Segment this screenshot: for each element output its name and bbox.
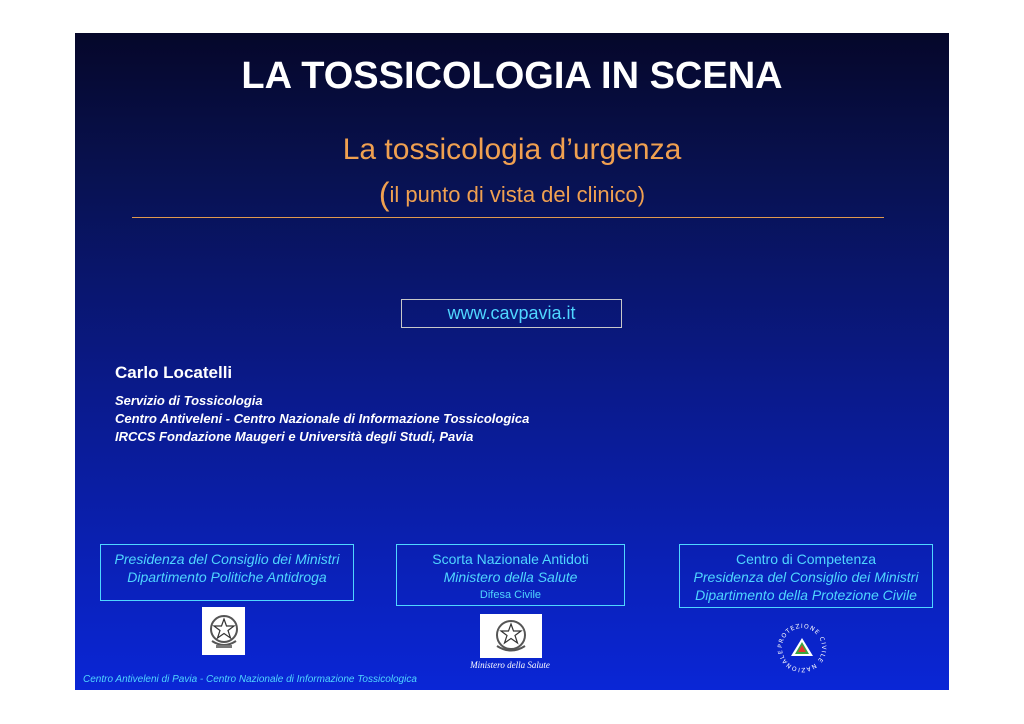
affiliation-line: IRCCS Fondazione Maugeri e Università degli Studi, Pavia xyxy=(115,429,474,444)
box-line: Presidenza del Consiglio dei Ministri xyxy=(693,569,919,585)
box-line: Dipartimento Politiche Antidroga xyxy=(127,569,327,585)
author-name: Carlo Locatelli xyxy=(115,363,233,382)
slide-subtitle-secondary xyxy=(75,176,949,213)
box-scorta-antidoti xyxy=(396,544,625,606)
subtitle-secondary-text: il punto di vista del clinico) xyxy=(389,182,646,207)
website-link[interactable]: www.cavpavia.it xyxy=(401,299,622,328)
affiliation-line: Servizio di Tossicologia xyxy=(115,393,263,408)
slide-subtitle: La tossicologia d’urgenza xyxy=(342,133,682,166)
subtitle-paren: ( xyxy=(378,176,390,212)
box-line: Dipartimento della Protezione Civile xyxy=(695,587,917,603)
box-line: Presidenza del Consiglio dei Ministri xyxy=(114,551,340,567)
box-line: Ministero della Salute xyxy=(443,569,578,585)
ministero-salute-emblem-icon xyxy=(480,614,542,658)
box-line: Difesa Civile xyxy=(479,589,542,601)
footer-text: Centro Antiveleni di Pavia - Centro Nazionale di Informazione Tossicologica xyxy=(83,674,417,685)
protezione-civile-icon xyxy=(772,618,832,678)
slide-title: LA TOSSICOLOGIA IN SCENA xyxy=(241,55,783,97)
box-centro-competenza xyxy=(679,544,933,608)
italian-republic-emblem-icon xyxy=(202,607,245,655)
box-presidenza-antidroga xyxy=(100,544,354,601)
ministero-label: Ministero della Salute xyxy=(470,660,550,670)
box-line: Centro di Competenza xyxy=(735,551,877,567)
box-line: Scorta Nazionale Antidoti xyxy=(432,551,589,567)
slide xyxy=(75,33,949,690)
protezione-civile-logo-text: PROTEZIONE CIVILE NAZIONALE xyxy=(776,622,828,674)
affiliation-line: Centro Antiveleni - Centro Nazionale di Informazione Tossicologica xyxy=(115,411,530,426)
protezione-civile-logo xyxy=(772,618,832,678)
title-divider xyxy=(132,217,884,218)
